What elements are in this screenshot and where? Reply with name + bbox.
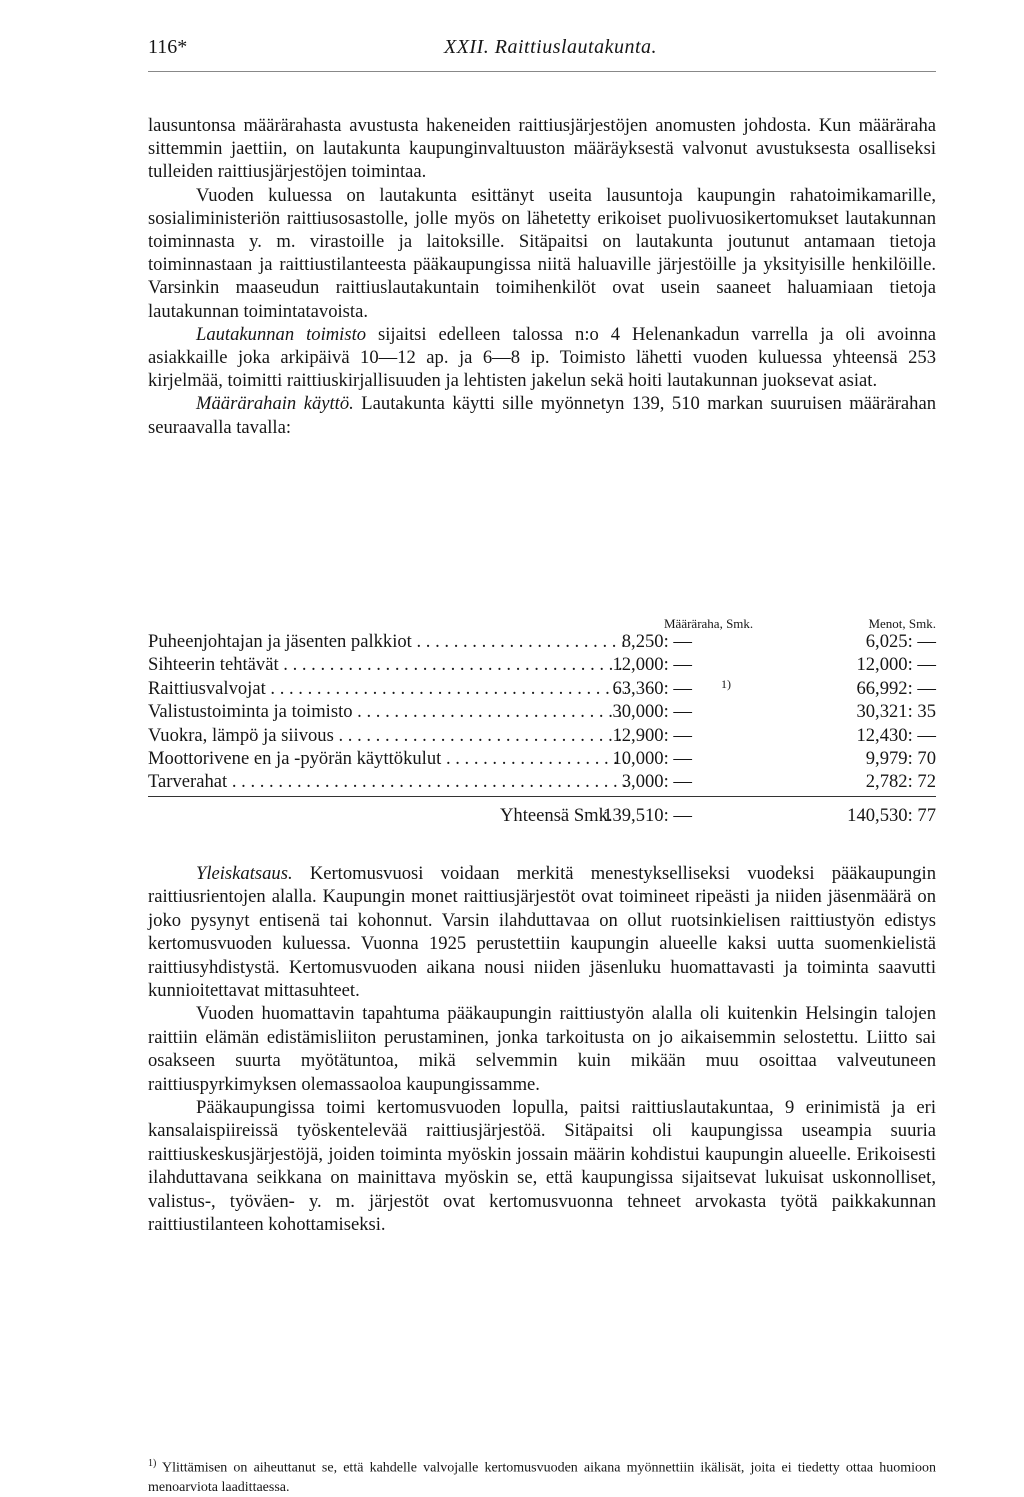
row-note: 1): [721, 676, 731, 691]
intro-paragraph-1: lausuntonsa määrärahasta avustusta hakeneiden raittiusjärjestöjen anomusten johdosta. Kun määräraha sittemmin jaettiin, on lautakunta kaupunginvaltuuston määräyksestä valvonut avustuksesta osalliseksi tulleiden raittiusjärjestöjen toimintaa.: [148, 115, 936, 183]
row-label: Valistustoiminta ja toimisto . . .: [148, 700, 626, 723]
header-rule: [148, 71, 936, 72]
page: [148, 36, 936, 1495]
row-spent: 12,430: —: [856, 724, 936, 746]
footnote: [148, 1454, 936, 1497]
row-label: Moottorivene en ja -pyörän käyttökulut . . .: [148, 747, 626, 770]
row-label: Puheenjohtajan ja jäsenten palkkiot . . .: [148, 630, 626, 653]
total-budget: 139,510: —: [603, 804, 692, 826]
row-budget: 8,250: —: [621, 631, 692, 652]
row-spent: 2,782: 72: [865, 771, 936, 793]
table-rule: [148, 794, 936, 800]
intro-section: [148, 114, 936, 439]
row-budget: 30,000: —: [612, 701, 692, 723]
total-label: Yhteensä Smk.: [500, 804, 613, 826]
overview-section: [148, 862, 936, 1237]
row-label: Vuokra, lämpö ja siivous . . .: [148, 724, 626, 747]
intro-paragraph-4: [148, 392, 936, 438]
row-budget: 12,900: —: [612, 724, 692, 746]
row-label: Sihteerin tehtävät . . .: [148, 653, 626, 676]
overview-heading: Yleiskatsaus.: [196, 863, 293, 884]
footnote-text: Ylittämisen on aiheuttanut se, että kahdelle valvojalle kertomusvuoden aikana myönnettiin ikälisät, joita ei tiedetty ottaa huomioon menoarviota laadittaessa.: [148, 1460, 936, 1495]
col-budget-header: Määräraha, Smk.: [664, 616, 754, 631]
table-row: [148, 747, 936, 770]
table-row: [148, 770, 936, 793]
row-label: Raittiusvalvojat . . .: [148, 677, 626, 700]
row-spent: 30,321: 35: [856, 701, 936, 723]
office-text: sijaitsi edelleen talossa n:o 4 Helenankadun varrella ja oli avoinna asiakkaille joka arkipäivä 10—12 ap. ja 6—8 ip. Toimisto lähetti vuoden kuluessa yhteensä 253 kirjelmää, toimitti raittiuskirjallisuuden ja lehtisten jakelun sekä hoiti lautakunnan juoksevat asiat.: [148, 323, 936, 392]
col-spent-header: Menot, Smk.: [868, 616, 936, 631]
office-heading: Lautakunnan toimisto: [196, 323, 367, 345]
row-spent: 12,000: —: [856, 654, 936, 676]
table-row: [148, 700, 936, 723]
intro-paragraph-2: Vuoden kuluessa on lautakunta esittänyt useita lausuntoja kaupungin rahatoimikamarille, sosialiministeriön raittiusosastolle, jolle myös on lähetetty erikoiset puolivuosikertomukset lautakunnan toiminnasta y. m. virastoille ja laitoksille. Sitäpaitsi on lautakunta joutunut antamaan tietoja toiminnastaan ja raittiustilanteesta pääkaupungissa niitä haluaville järjestöille ja yksityisille henkilöille. Varsinkin maaseudun raittiuslautakuntain toimihenkilöt ovat usein saaneet haluamiaan tietoja lautakunnan toimintatavoista.: [148, 184, 936, 322]
row-label: Tarverahat . . .: [148, 770, 626, 793]
overview-paragraph-2: Vuoden huomattavin tapahtuma pääkaupungin raittiustyön alalla oli kuitenkin Helsingin talojen raittiin elämän edistämisliiton perustaminen, jonka tarkoitusta on jo aikaisemmin selostettu. Liitto sai osakseen suurta myötätuntoa, mikä selvemmin kuin mikään muu osoittaa valveutuneen raittiuspyrkimyksen olemassaoloa kaupungissamme.: [148, 1003, 936, 1095]
budget-table: [148, 606, 936, 830]
overview-paragraph-3: Pääkaupungissa toimi kertomusvuoden lopulla, paitsi raittiuslautakuntaa, 9 erinimistä ja eri kansalaispiireissä työskentelevää raittiusjärjestöä. Sitäpaitsi oli kaupungissa useampia suuria raittiuskeskusjärjestöjä, joiden toiminta myöskin jossain määrin kohdistui kaupungin alueelle. Erikoisesti ilahduttavana seikkana on mainittava myöskin se, että kaupungissa sijaitsevat lukuisat uskonnolliset, valistus-, työväen- y. m. järjestöt ovat kertomusvuonna tehneet arvokasta työtä paikkakunnan raittiustilanteen kohottamiseksi.: [148, 1097, 936, 1236]
row-spent: 6,025: —: [865, 631, 936, 652]
row-budget: 10,000: —: [612, 747, 692, 769]
table-row: [148, 724, 936, 747]
intro-paragraph-3: [148, 323, 936, 393]
overview-text-1: Kertomusvuosi voidaan merkitä menestykselliseksi vuodeksi pääkaupungin raittiusrientojen alalla. Kaupungin monet raittiusjärjestöt ovat toimineet ripeästi ja niiden jäsenmäärä on joko pysynyt entisenä tai kohonnut. Varsin ilahduttavaa on ollut ruotsinkielisen raittiustyön edistys kertomusvuoden kuluessa. Vuonna 1925 perustettiin kaupungin alueelle kaksi uutta suomenkielistä raittiusyhdistystä. Kertomusvuoden aikana nousi niiden jäsenluku huomattavasti ja toiminta saavutti kunnioitettavat mittasuhteet.: [148, 863, 936, 1002]
table-total-row: [148, 804, 936, 830]
running-head: [148, 36, 936, 66]
page-number: 116*: [148, 36, 188, 58]
table-row: [148, 653, 936, 676]
footnote-mark: 1): [148, 1458, 157, 1469]
row-spent: 9,979: 70: [865, 747, 936, 769]
table-row: [148, 630, 936, 653]
total-spent: 140,530: 77: [847, 804, 936, 826]
row-budget: 12,000: —: [612, 654, 692, 676]
overview-paragraph-1: [148, 862, 936, 1002]
row-spent: 66,992: —: [856, 677, 936, 699]
row-budget: 3,000: —: [621, 771, 692, 793]
row-budget: 63,360: —: [612, 677, 692, 699]
table-row: [148, 677, 936, 700]
table-header: [148, 606, 936, 630]
chapter-title: XXII. Raittiuslautakunta.: [444, 36, 658, 58]
budget-text: Lautakunta käytti sille myönnetyn 139, 510 markan suuruisen määrärahan seuraavalla tavalla:: [148, 393, 936, 438]
budget-heading: Määrärahain käyttö.: [196, 393, 354, 415]
